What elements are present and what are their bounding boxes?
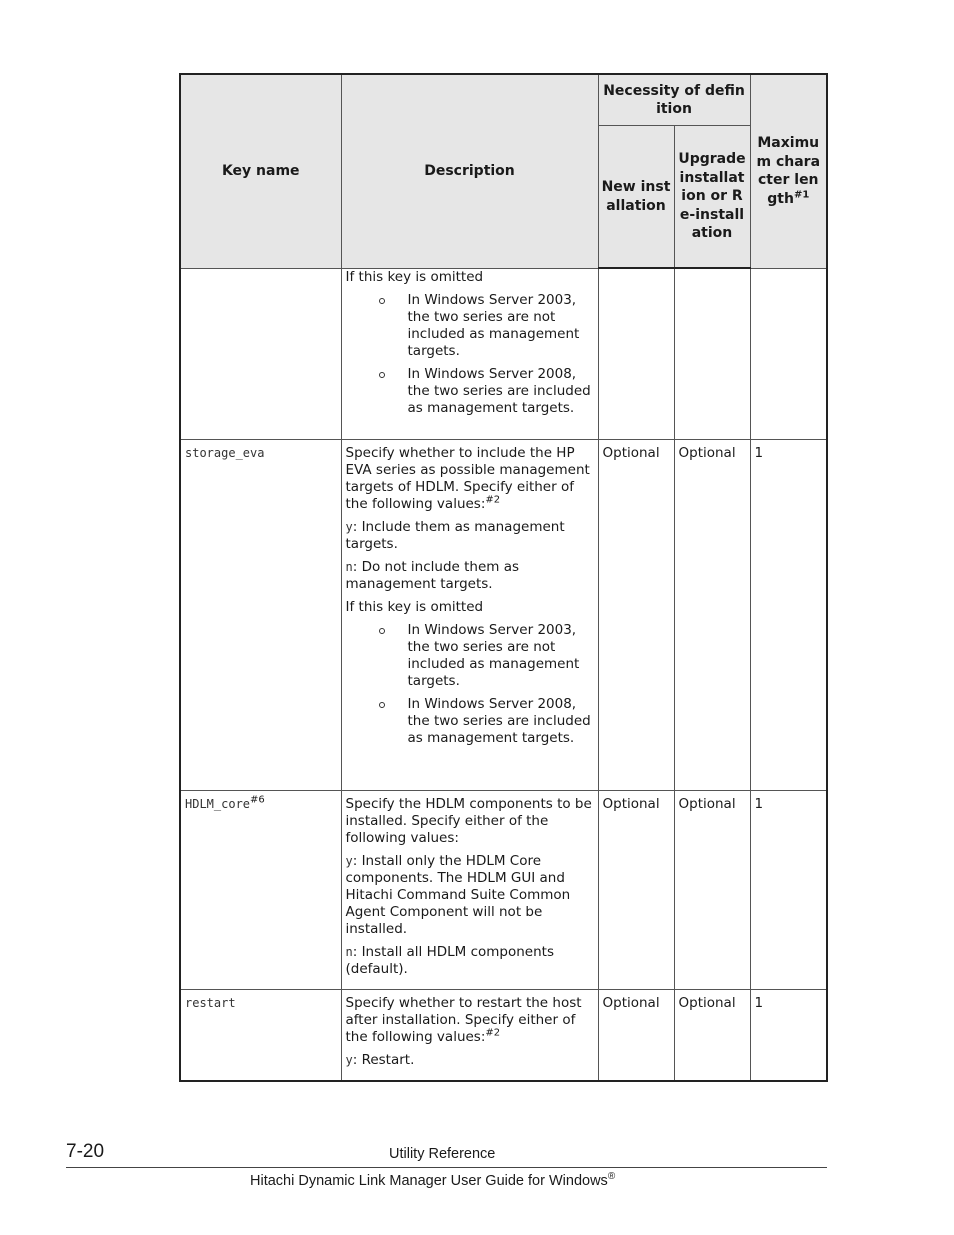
footer-divider (66, 1167, 827, 1168)
footnote-ref: #2 (485, 1027, 501, 1038)
description-intro: Specify whether to include the HP EVA series as possible management targets of HDLM. Specify either of the following values:$^{\#2}$ (345, 444, 590, 512)
list-item: In Windows Server 2008, the two series are included as management targets. (346, 366, 594, 417)
value-code: y (345, 1052, 353, 1067)
cell-upgrade: Optional (674, 790, 750, 989)
key-name: HDLM_core (185, 796, 251, 811)
book-title: Hitachi Dynamic Link Manager User Guide for Windows® (250, 1171, 616, 1189)
cell-max-length: 1 (750, 790, 827, 989)
value-option: n: Do not include them as management targets. (345, 558, 520, 592)
value-option: n: Install all HDLM components (default). (345, 943, 554, 977)
value-code: n (345, 559, 353, 574)
table-row (180, 439, 827, 790)
value-option: y: Include them as management targets. (345, 518, 565, 552)
cell-upgrade: Optional (674, 989, 750, 1081)
footnote-ref: #6 (250, 794, 265, 805)
key-name: restart (185, 995, 236, 1010)
key-name: storage_eva (185, 445, 265, 460)
bullet-list (346, 622, 594, 747)
omitted-label: If this key is omitted (345, 598, 484, 615)
cell-description (341, 268, 598, 439)
value-code: n (345, 944, 353, 959)
cell-new-install (598, 268, 674, 439)
cell-max-length: 1 (750, 439, 827, 790)
list-item: In Windows Server 2008, the two series are included as management targets. (346, 696, 594, 747)
header-max-length (750, 74, 827, 268)
cell-key (180, 989, 341, 1081)
key-definition-table (179, 73, 828, 1082)
cell-new-install: Optional (598, 439, 674, 790)
cell-key (180, 439, 341, 790)
table-row (180, 790, 827, 989)
table-row (180, 989, 827, 1081)
section-title: Utility Reference (389, 1146, 496, 1162)
header-necessity: Necessity of definition (598, 74, 750, 126)
cell-max-length (750, 268, 827, 439)
bullet-list (346, 292, 594, 417)
list-item: In Windows Server 2003, the two series are not included as management targets. (346, 622, 594, 690)
header-max-length-label: Maximum character length (756, 135, 821, 207)
header-max-length-note: #1 (793, 189, 810, 201)
header-new-install: New installation (598, 126, 674, 269)
cell-max-length: 1 (750, 989, 827, 1081)
cell-new-install: Optional (598, 790, 674, 989)
description-intro: Specify whether to restart the host after installation. Specify either of the following values:$^{\#2}$ (345, 994, 582, 1045)
cell-description (341, 790, 598, 989)
cell-key (180, 268, 341, 439)
header-upgrade: Upgrade installation or Re-installation (674, 126, 750, 269)
value-option: y: Restart. (345, 1051, 415, 1068)
header-description: Description (341, 74, 598, 268)
table-row (180, 268, 827, 439)
cell-key (180, 790, 341, 989)
registered-mark: ® (607, 1171, 616, 1182)
omitted-label: If this key is omitted (345, 268, 484, 285)
cell-description (341, 989, 598, 1081)
value-code: y (345, 519, 353, 534)
cell-upgrade: Optional (674, 439, 750, 790)
footnote-ref: #2 (485, 494, 501, 505)
description-intro: Specify the HDLM components to be installed. Specify either of the following values: (345, 795, 592, 846)
value-option: y: Install only the HDLM Core components. The HDLM GUI and Hitachi Command Suite Common Agent Component will not be installed. (345, 852, 571, 937)
list-item: In Windows Server 2003, the two series are not included as management targets. (346, 292, 594, 360)
page-number: 7-20 (66, 1141, 105, 1162)
cell-description (341, 439, 598, 790)
cell-upgrade (674, 268, 750, 439)
header-key-name: Key name (180, 74, 341, 268)
value-code: y (345, 853, 353, 868)
cell-new-install: Optional (598, 989, 674, 1081)
